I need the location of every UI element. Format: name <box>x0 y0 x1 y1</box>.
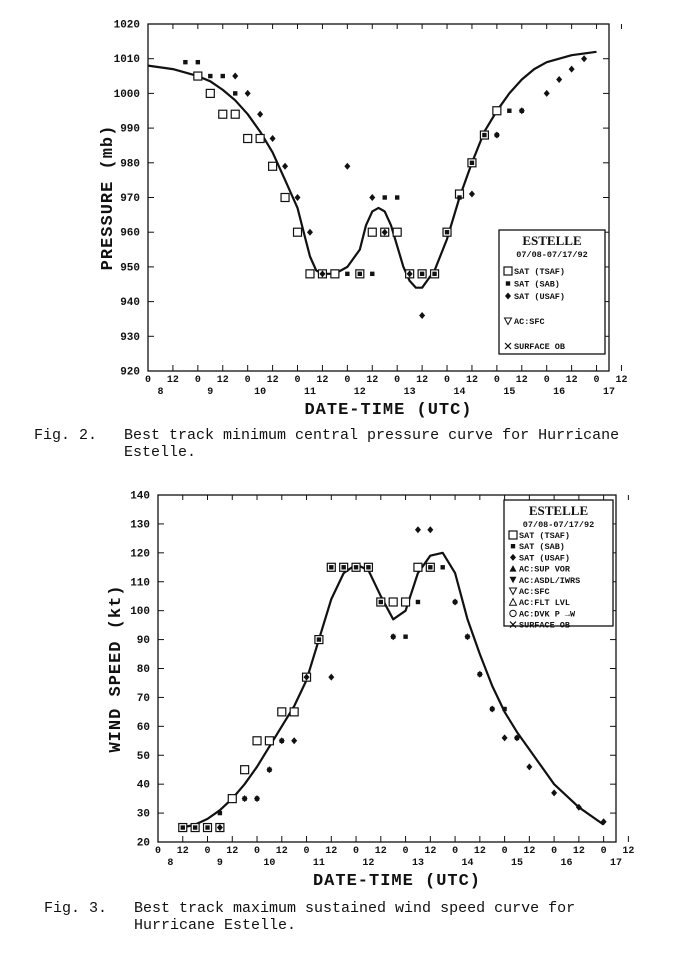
data-point <box>221 74 225 78</box>
legend-label: AC:SFC <box>519 587 550 597</box>
data-point <box>278 708 286 716</box>
x-tick-label: 12 <box>473 846 486 857</box>
data-point <box>290 708 298 716</box>
x-tick-label: 12 <box>374 846 387 857</box>
legend-period: 07/08-07/17/92 <box>522 520 595 530</box>
legend-symbol <box>509 531 517 539</box>
data-point <box>556 76 562 83</box>
x-tick-label: 12 <box>416 375 429 386</box>
y-tick-label: 40 <box>136 779 150 792</box>
y-tick-label: 940 <box>120 297 140 310</box>
y-tick-label: 950 <box>120 262 140 275</box>
legend-label: SURFACE OB <box>514 342 566 352</box>
x-tick-label: 0 <box>353 846 360 857</box>
data-point <box>427 526 433 533</box>
data-point <box>482 133 486 137</box>
legend-label: AC:SFC <box>514 317 545 327</box>
legend-label: AC:ASDL/IWRS <box>519 575 581 586</box>
data-point <box>419 312 425 319</box>
x-tick-label: 12 <box>465 375 478 386</box>
data-point <box>432 272 436 276</box>
data-point <box>452 598 458 605</box>
y-tick-label: 990 <box>120 123 140 136</box>
data-point <box>254 795 260 802</box>
data-point <box>181 825 185 829</box>
x-day-label: 10 <box>263 858 276 869</box>
data-point <box>502 707 506 711</box>
legend-label: SAT (TSAF) <box>514 267 566 277</box>
x-day-label: 8 <box>167 858 174 869</box>
legend-label: AC:DVK P →W <box>519 609 576 620</box>
data-point <box>414 563 422 571</box>
x-tick-label: 12 <box>615 375 628 386</box>
data-point <box>329 565 333 569</box>
y-tick-label: 50 <box>136 750 150 763</box>
y-tick-label: 920 <box>120 366 140 379</box>
legend-label: AC:FLT LVL <box>519 598 571 609</box>
y-tick-label: 1020 <box>113 19 140 32</box>
data-point <box>368 228 376 236</box>
data-point <box>402 598 410 606</box>
data-point <box>470 161 474 165</box>
legend-title: ESTELLE <box>522 233 582 248</box>
legend-period: 07/08-07/17/92 <box>516 250 588 260</box>
x-day-label: 9 <box>207 387 214 398</box>
x-tick-label: 0 <box>543 375 550 386</box>
x-tick-label: 12 <box>266 375 279 386</box>
y-tick-label: 130 <box>130 519 150 532</box>
x-tick-label: 0 <box>444 375 451 386</box>
data-point <box>196 60 200 64</box>
legend <box>504 500 613 631</box>
data-point <box>502 734 508 741</box>
data-point <box>344 163 350 170</box>
y-tick-label: 70 <box>136 692 150 705</box>
x-tick-label: 12 <box>523 846 536 857</box>
x-tick-label: 12 <box>622 846 635 857</box>
y-tick-label: 110 <box>130 577 150 590</box>
legend-title: ESTELLE <box>528 503 589 518</box>
x-tick-label: 12 <box>166 375 179 386</box>
y-tick-label: 80 <box>136 664 150 676</box>
data-point <box>281 194 289 202</box>
x-day-label: 13 <box>411 858 424 869</box>
data-point <box>205 825 209 829</box>
chart-pressure <box>99 20 627 421</box>
y-tick-label: 1000 <box>113 88 140 101</box>
y-tick-label: 100 <box>130 606 150 619</box>
x-tick-label: 0 <box>294 375 301 386</box>
legend-symbol <box>510 610 516 616</box>
data-point <box>416 600 420 604</box>
figure-3-caption: Fig. 3. Best track maximum sustained wind speed curve for Hurricane Estelle. <box>44 900 576 934</box>
data-point <box>244 135 252 143</box>
data-point <box>441 565 445 569</box>
data-point <box>493 107 501 115</box>
x-tick-label: 12 <box>216 375 229 386</box>
x-tick-label: 0 <box>551 846 558 857</box>
x-day-label: 17 <box>602 387 616 398</box>
chart-wind-speed <box>107 491 634 892</box>
legend-label: SAT (SAB) <box>514 279 560 290</box>
data-point <box>228 795 236 803</box>
data-point <box>420 272 424 276</box>
x-tick-label: 0 <box>154 846 162 857</box>
x-day-label: 12 <box>362 858 375 869</box>
data-point <box>383 195 387 199</box>
x-tick-label: 0 <box>244 375 251 386</box>
data-point <box>369 194 375 201</box>
x-day-label: 12 <box>353 387 366 398</box>
y-tick-label: 970 <box>120 193 140 205</box>
x-tick-label: 0 <box>493 375 500 386</box>
data-point <box>266 766 272 773</box>
data-point <box>269 162 277 170</box>
data-point <box>241 766 249 774</box>
data-point <box>494 132 500 139</box>
y-tick-label: 980 <box>120 158 140 171</box>
data-point <box>265 737 273 745</box>
data-point <box>257 111 263 118</box>
x-tick-label: 12 <box>515 375 528 386</box>
y-tick-label: 930 <box>120 331 140 344</box>
legend-label: AC:SUP VOR <box>519 564 571 575</box>
data-point <box>489 705 495 712</box>
x-tick-label: 12 <box>176 846 189 857</box>
data-point <box>457 195 461 199</box>
x-tick-label: 0 <box>254 846 261 857</box>
data-point <box>218 811 222 815</box>
data-point <box>403 634 407 638</box>
y-tick-label: 20 <box>136 837 150 850</box>
data-point <box>464 633 470 640</box>
legend-label: SAT (SAB) <box>519 542 565 553</box>
series-sat-tsaf- <box>179 563 435 831</box>
x-day-label: 11 <box>303 387 316 398</box>
figure-2-caption: Fig. 2. Best track minimum central pressure curve for Hurricane Estelle. <box>34 427 620 461</box>
x-tick-label: 0 <box>194 375 201 386</box>
data-point <box>328 674 334 681</box>
data-point <box>331 270 339 278</box>
legend-label: SURFACE OB <box>519 620 571 631</box>
data-point <box>428 565 432 569</box>
x-tick-label: 0 <box>204 846 211 857</box>
data-point <box>551 789 557 796</box>
x-axis-title: DATE-TIME (UTC) <box>312 872 482 891</box>
data-point <box>219 110 227 118</box>
data-point <box>526 763 532 770</box>
x-day-label: 13 <box>403 387 416 398</box>
series-sat-tsaf- <box>194 72 501 278</box>
legend-symbol <box>504 267 512 275</box>
data-point <box>469 191 475 198</box>
data-point <box>395 195 399 199</box>
data-point <box>233 91 237 95</box>
data-point <box>279 737 285 744</box>
legend-symbol <box>511 544 515 548</box>
y-tick-label: 90 <box>136 635 150 648</box>
legend-label: SAT (TSAF) <box>519 531 571 541</box>
x-tick-label: 12 <box>366 375 379 386</box>
data-point <box>232 73 238 80</box>
data-point <box>231 110 239 118</box>
x-day-label: 14 <box>453 387 466 398</box>
x-tick-label: 0 <box>452 846 459 857</box>
y-tick-label: 1010 <box>113 54 140 67</box>
data-point <box>354 565 358 569</box>
x-day-label: 15 <box>503 387 516 398</box>
data-point <box>256 135 264 143</box>
x-tick-label: 0 <box>303 846 310 857</box>
legend-label: SAT (USAF) <box>514 292 566 302</box>
data-point <box>253 737 261 745</box>
data-point <box>291 737 297 744</box>
x-day-label: 16 <box>560 858 573 869</box>
data-point <box>295 194 301 201</box>
y-axis-title: WIND SPEED (kt) <box>107 584 126 753</box>
x-tick-label: 0 <box>402 846 409 857</box>
x-day-label: 11 <box>312 858 325 869</box>
x-day-label: 8 <box>157 387 164 398</box>
x-day-label: 10 <box>254 387 267 398</box>
data-point <box>270 135 276 142</box>
data-point <box>358 272 362 276</box>
x-day-label: 16 <box>553 387 566 398</box>
x-tick-label: 0 <box>600 846 607 857</box>
y-tick-label: 140 <box>130 490 150 503</box>
data-point <box>317 637 321 641</box>
data-point <box>445 230 449 234</box>
x-day-label: 17 <box>609 858 623 869</box>
data-point <box>183 60 187 64</box>
data-point <box>307 229 313 236</box>
x-tick-label: 0 <box>394 375 401 386</box>
legend-symbol <box>506 281 510 285</box>
data-point <box>294 228 302 236</box>
data-point <box>208 74 212 78</box>
x-tick-label: 12 <box>325 846 338 857</box>
series-sat-sab- <box>183 60 524 276</box>
data-point <box>544 90 550 97</box>
data-point <box>345 272 349 276</box>
y-tick-label: 120 <box>130 548 150 561</box>
series-sat-sab- <box>181 565 520 830</box>
data-point <box>393 228 401 236</box>
data-point <box>415 526 421 533</box>
data-point <box>379 600 383 604</box>
y-tick-label: 60 <box>136 721 150 734</box>
data-point <box>477 671 483 678</box>
data-point <box>581 55 587 62</box>
x-tick-label: 12 <box>572 846 585 857</box>
data-point <box>389 598 397 606</box>
data-point <box>507 109 511 113</box>
x-day-label: 14 <box>461 858 474 869</box>
x-tick-label: 12 <box>316 375 329 386</box>
x-tick-label: 0 <box>593 375 600 386</box>
data-point <box>282 163 288 170</box>
x-tick-label: 12 <box>565 375 578 386</box>
data-point <box>341 565 345 569</box>
data-point <box>194 72 202 80</box>
y-tick-label: 30 <box>136 808 150 821</box>
data-point <box>370 272 374 276</box>
legend <box>499 230 605 354</box>
data-point <box>242 795 248 802</box>
data-point <box>366 565 370 569</box>
legend-label: SAT (USAF) <box>519 553 571 564</box>
data-point <box>245 90 251 97</box>
x-tick-label: 12 <box>226 846 239 857</box>
x-day-label: 9 <box>216 858 223 869</box>
x-tick-label: 0 <box>344 375 351 386</box>
x-tick-label: 12 <box>275 846 288 857</box>
data-point <box>193 825 197 829</box>
data-point <box>519 107 525 114</box>
x-tick-label: 0 <box>144 375 152 386</box>
data-point <box>569 66 575 73</box>
x-day-label: 15 <box>510 858 523 869</box>
x-axis-title: DATE-TIME (UTC) <box>304 401 473 420</box>
y-axis-title: PRESSURE (mb) <box>99 124 118 271</box>
x-tick-label: 12 <box>424 846 437 857</box>
y-tick-label: 960 <box>120 227 140 240</box>
data-point <box>390 633 396 640</box>
data-point <box>206 89 214 97</box>
data-point <box>306 270 314 278</box>
x-tick-label: 0 <box>501 846 508 857</box>
